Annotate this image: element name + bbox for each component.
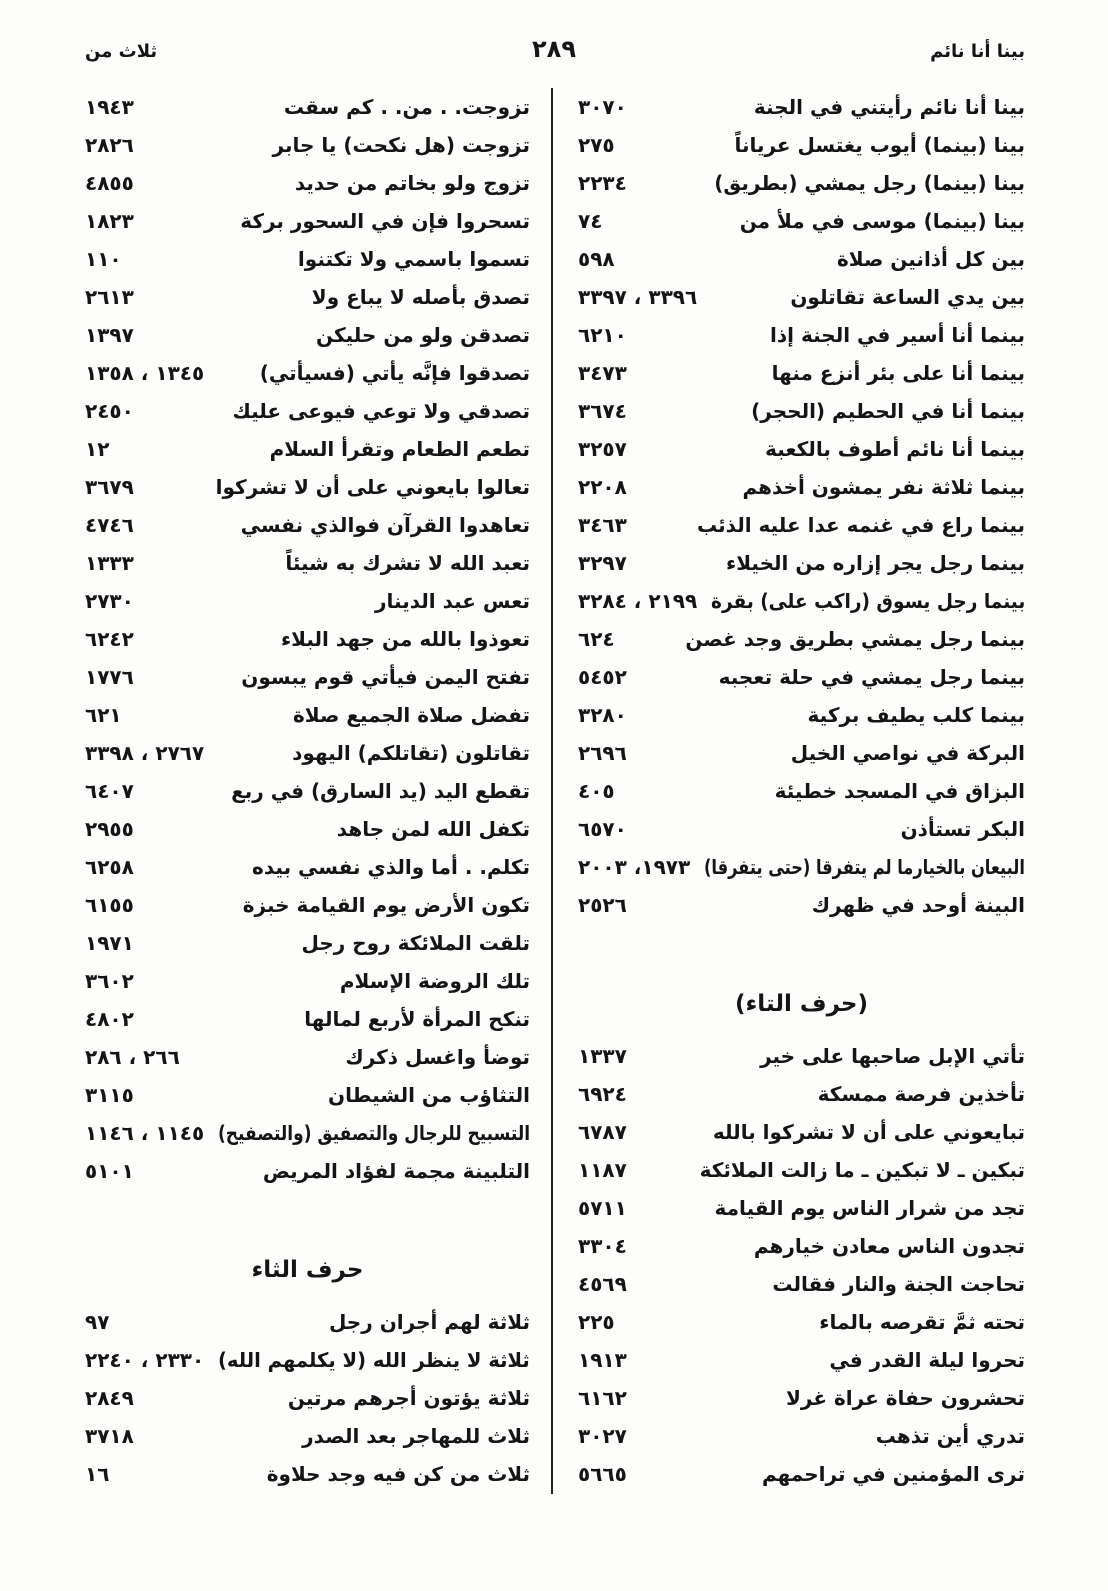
index-entry <box>85 278 530 316</box>
entry-text: تجدون الناس معادن خيارهم <box>753 1234 1025 1258</box>
entry-refs: ٥١٠١ <box>85 1159 134 1183</box>
entry-refs: ١٣٤٥ ، ١٣٥٨ <box>85 361 205 385</box>
entry-text: تطعم الطعام وتقرأ السلام <box>269 437 530 461</box>
entry-text: تبكين ـ لا تبكين ـ ما زالت الملائكة <box>699 1158 1025 1182</box>
entry-text: تفضل صلاة الجميع صلاة <box>292 703 530 727</box>
entry-refs: ٢١٩٩ ، ٣٢٨٤ <box>578 589 698 613</box>
entry-refs: ٦٥٧٠ <box>578 817 627 841</box>
entry-refs: ٣٢٩٧ <box>578 551 627 575</box>
entry-refs: ٣٦٧٤ <box>578 399 627 423</box>
entry-refs: ٢٦٦ ، ٢٨٦ <box>85 1045 180 1069</box>
index-entry <box>578 506 1025 544</box>
entry-text: بينما رجل يجر إزاره من الخيلاء <box>726 551 1025 575</box>
entry-refs: ٤٠٥ <box>578 779 615 803</box>
entry-text: تزوج ولو بخاتم من حديد <box>294 171 530 195</box>
entry-text: تحروا ليلة القدر في <box>829 1348 1025 1372</box>
index-entry <box>578 696 1025 734</box>
entry-text: تكلم. . أما والذي نفسي بيده <box>252 855 530 879</box>
index-entry <box>85 1417 530 1455</box>
index-entry <box>85 962 530 1000</box>
entry-text: تأخذين فرصة ممسكة <box>817 1082 1025 1106</box>
entry-text: البركة في نواصي الخيل <box>790 741 1025 765</box>
index-entry <box>85 164 530 202</box>
index-entry <box>85 1038 530 1076</box>
entry-text: تحاجت الجنة والنار فقالت <box>772 1272 1025 1296</box>
index-entry <box>578 88 1025 126</box>
entry-text: بين كل أذانين صلاة <box>836 247 1025 271</box>
entry-text: ثلاث للمهاجر بعد الصدر <box>302 1424 530 1448</box>
entry-refs: ٢٦٩٦ <box>578 741 627 765</box>
entry-refs: ٢٥٢٦ <box>578 893 627 917</box>
entry-refs: ٢٢٥ <box>578 1310 615 1334</box>
entry-refs: ٦٢١٠ <box>578 323 627 347</box>
index-entry <box>578 392 1025 430</box>
index-entry <box>85 772 530 810</box>
section-heading: (حرف التاء) <box>735 991 868 1017</box>
index-entry <box>578 772 1025 810</box>
entry-text: تعس عبد الدينار <box>375 589 530 613</box>
index-entry <box>578 430 1025 468</box>
entry-text: تسموا باسمي ولا تكتنوا <box>297 247 530 271</box>
entry-text: تعالوا بايعوني على أن لا تشركوا <box>215 475 530 499</box>
entry-text: تأتي الإبل صاحبها على خير <box>760 1044 1025 1068</box>
entry-refs: ٦٢١ <box>85 703 122 727</box>
entry-refs: ٦٧٨٧ <box>578 1120 627 1144</box>
entry-refs: ١٦ <box>85 1462 110 1486</box>
running-head-right: بينا أنا نائم <box>930 41 1025 62</box>
index-entry <box>85 924 530 962</box>
entry-refs: ٢٧٦٧ ، ٣٣٩٨ <box>85 741 205 765</box>
entry-text: التلبينة مجمة لفؤاد المريض <box>262 1159 530 1183</box>
running-head-left: ثلاث من <box>85 41 158 62</box>
entry-refs: ٢٢٣٤ <box>578 171 627 195</box>
entry-refs: ١٩٤٣ <box>85 95 134 119</box>
entry-refs: ١٧٧٦ <box>85 665 134 689</box>
entry-refs: ٥٧١١ <box>578 1196 627 1220</box>
index-entry <box>578 658 1025 696</box>
index-entry <box>85 810 530 848</box>
index-entry <box>578 886 1025 924</box>
index-entry <box>85 202 530 240</box>
index-entry <box>85 658 530 696</box>
entry-refs: ٢٧٥ <box>578 133 615 157</box>
index-entry <box>85 1341 530 1379</box>
entry-refs: ٤٧٤٦ <box>85 513 134 537</box>
index-entry <box>85 1000 530 1038</box>
entry-text: بينما رجل يمشي في حلة تعجبه <box>718 665 1025 689</box>
entry-text: بينا (بينما) أيوب يغتسل عرياناً <box>734 133 1025 157</box>
entry-text: بينما أنا في الحطيم (الحجر) <box>751 399 1025 423</box>
entry-refs: ٢٧٣٠ <box>85 589 134 613</box>
index-entry <box>578 1303 1025 1341</box>
entry-text: تلقت الملائكة روح رجل <box>301 931 530 955</box>
entry-refs: ٣٧١٨ <box>85 1424 134 1448</box>
index-entry <box>85 696 530 734</box>
entry-text: تزوجت. . من. . كم سقت <box>283 95 530 119</box>
entry-refs: ١٣٣٧ <box>578 1044 627 1068</box>
entry-refs: ١٢ <box>85 437 110 461</box>
index-entry <box>85 582 530 620</box>
entry-text: تسحروا فإن في السحور بركة <box>240 209 530 233</box>
entry-refs: ٢٨٢٦ <box>85 133 134 157</box>
entry-text: تصدقن ولو من حليكن <box>316 323 530 347</box>
index-entry <box>578 278 1025 316</box>
entry-text: تلك الروضة الإسلام <box>339 969 530 993</box>
index-entry <box>578 316 1025 354</box>
entry-text: بين يدي الساعة تقاتلون <box>790 285 1025 309</box>
index-column-left <box>85 88 530 1493</box>
entry-refs: ٣١١٥ <box>85 1083 134 1107</box>
entry-text: التسبيح للرجال والتصفيق (والتصفيح) <box>217 1121 530 1145</box>
entry-refs: ٤٨٥٥ <box>85 171 134 195</box>
entry-text: تعبد الله لا تشرك به شيئاً <box>285 551 530 575</box>
entry-refs: ٦٩٢٤ <box>578 1082 627 1106</box>
entry-refs: ٢٣٣٠ ، ٢٢٤٠ <box>85 1348 205 1372</box>
index-entry <box>85 886 530 924</box>
entry-refs: ١١٨٧ <box>578 1158 627 1182</box>
entry-refs: ٣٦٠٢ <box>85 969 134 993</box>
index-entry <box>578 1379 1025 1417</box>
index-entry <box>85 354 530 392</box>
index-entry <box>578 1113 1025 1151</box>
entry-text: بينما راع في غنمه عدا عليه الذئب <box>696 513 1025 537</box>
entry-text: بينا (بينما) رجل يمشي (بطريق) <box>714 171 1025 195</box>
index-entry <box>578 1417 1025 1455</box>
entry-text: تبايعوني على أن لا تشركوا بالله <box>712 1120 1025 1144</box>
entry-text: تصدقي ولا توعي فيوعى عليك <box>232 399 530 423</box>
entry-refs: ٢٦١٣ <box>85 285 134 309</box>
index-entry <box>578 810 1025 848</box>
entry-refs: ٦٢٥٨ <box>85 855 134 879</box>
index-entry <box>578 734 1025 772</box>
index-entry <box>85 430 530 468</box>
entry-refs: ٣٦٧٩ <box>85 475 134 499</box>
entry-refs: ٧٤ <box>578 209 603 233</box>
entry-refs: ١٨٢٣ <box>85 209 134 233</box>
index-entry <box>578 848 1025 886</box>
index-entry <box>85 620 530 658</box>
index-entry <box>85 544 530 582</box>
entry-text: بينما رجل يمشي بطريق وجد غصن <box>685 627 1025 651</box>
entry-text: تقاتلون (تقاتلكم) اليهود <box>292 741 530 765</box>
index-entry <box>578 126 1025 164</box>
entry-text: بينما أنا نائم أطوف بالكعبة <box>765 437 1025 461</box>
entry-refs: ٦٤٠٧ <box>85 779 134 803</box>
entry-refs: ١٩١٣ <box>578 1348 627 1372</box>
entry-text: بينما رجل يسوق (راكب على) بقرة <box>710 589 1025 613</box>
index-entry <box>85 1152 530 1190</box>
index-entry <box>578 544 1025 582</box>
entry-text: تحته ثمَّ تقرصه بالماء <box>819 1310 1025 1334</box>
entry-refs: ٣٢٨٠ <box>578 703 627 727</box>
entry-refs: ٣٤٧٣ <box>578 361 627 385</box>
index-entry <box>578 240 1025 278</box>
entry-refs: ٢٨٤٩ <box>85 1386 134 1410</box>
entry-refs: ٣٤٦٣ <box>578 513 627 537</box>
entry-refs: ٦١٥٥ <box>85 893 134 917</box>
index-entry <box>85 1303 530 1341</box>
entry-refs: ٦١٦٢ <box>578 1386 627 1410</box>
index-entry <box>578 1265 1025 1303</box>
index-entry <box>85 1076 530 1114</box>
entry-text: تنكح المرأة لأربع لمالها <box>304 1007 530 1031</box>
entry-text: تجد من شرار الناس يوم القيامة <box>714 1196 1025 1220</box>
index-entry <box>578 1151 1025 1189</box>
page-number: ٢٨٩ <box>532 35 576 63</box>
entry-text: بينا (بينما) موسى في ملأ من <box>739 209 1025 233</box>
entry-text: تكون الأرض يوم القيامة خبزة <box>242 893 530 917</box>
index-entry <box>85 734 530 772</box>
entry-text: ثلاث من كن فيه وجد حلاوة <box>266 1462 530 1486</box>
entry-refs: ٣٣٩٦ ، ٣٣٩٧ <box>578 285 698 309</box>
index-entry <box>578 1075 1025 1113</box>
index-entry <box>85 468 530 506</box>
index-entry <box>578 1037 1025 1075</box>
entry-text: البزاق في المسجد خطيئة <box>774 779 1025 803</box>
index-entry <box>85 1379 530 1417</box>
index-entry <box>85 126 530 164</box>
index-entry <box>578 1455 1025 1493</box>
entry-text: بينما ثلاثة نفر يمشون أخذهم <box>742 475 1025 499</box>
entry-text: تعوذوا بالله من جهد البلاء <box>280 627 530 651</box>
index-entry <box>578 468 1025 506</box>
index-entry <box>578 1189 1025 1227</box>
index-entry <box>578 202 1025 240</box>
entry-text: البكر تستأذن <box>900 817 1025 841</box>
index-entry <box>85 316 530 354</box>
entry-text: تزوجت (هل نكحت) يا جابر <box>272 133 530 157</box>
entry-text: بينما كلب يطيف بركية <box>807 703 1025 727</box>
entry-refs: ٤٥٦٩ <box>578 1272 627 1296</box>
entry-text: تعاهدوا القرآن فوالذي نفسي <box>240 513 530 537</box>
entry-text: تصدق بأصله لا يباع ولا <box>311 285 530 309</box>
index-entry <box>85 88 530 126</box>
entry-text: تدري أين تذهب <box>875 1424 1025 1448</box>
entry-text: تفتح اليمن فيأتي قوم يبسون <box>241 665 530 689</box>
index-entry <box>578 354 1025 392</box>
entry-refs: ٩٧ <box>85 1310 110 1334</box>
entry-refs: ٣٠٧٠ <box>578 95 627 119</box>
entry-refs: ٣٢٥٧ <box>578 437 627 461</box>
entry-text: ثلاثة يؤتون أجرهم مرتين <box>287 1386 530 1410</box>
entry-text: البينة أوحد في ظهرك <box>811 893 1025 917</box>
entry-text: تقطع اليد (يد السارق) في ربع <box>231 779 530 803</box>
entry-refs: ١١٤٥ ، ١١٤٦ <box>85 1121 205 1145</box>
entry-refs: ٥٩٨ <box>578 247 615 271</box>
entry-text: بينما أنا أسير في الجنة إذا <box>770 323 1025 347</box>
entry-refs: ٢٤٥٠ <box>85 399 134 423</box>
section-heading: حرف الثاء <box>251 1257 364 1283</box>
entry-refs: ١٣٩٧ <box>85 323 134 347</box>
entry-refs: ٢٢٠٨ <box>578 475 627 499</box>
entry-text: تصدقوا فإنَّه يأتي (فسيأتي) <box>259 361 530 385</box>
index-entry <box>85 240 530 278</box>
entry-refs: ١٩٧٣، ٢٠٠٣ <box>578 855 691 879</box>
index-entry <box>578 1227 1025 1265</box>
index-entry <box>578 620 1025 658</box>
entry-refs: ٦٢٤ <box>578 627 615 651</box>
index-entry <box>578 1341 1025 1379</box>
entry-refs: ١٣٣٣ <box>85 551 134 575</box>
entry-refs: ٤٨٠٢ <box>85 1007 134 1031</box>
entry-text: تكفل الله لمن جاهد <box>336 817 530 841</box>
entry-text: تحشرون حفاة عراة غرلا <box>786 1386 1025 1410</box>
index-entry <box>578 582 1025 620</box>
index-entry <box>85 392 530 430</box>
entry-refs: ٦٢٤٢ <box>85 627 134 651</box>
entry-text: ثلاثة لهم أجران رجل <box>328 1310 530 1334</box>
entry-text: بينا أنا نائم رأيتني في الجنة <box>753 95 1025 119</box>
column-divider <box>551 88 553 1494</box>
index-entry <box>85 1114 530 1152</box>
entry-refs: ٣٠٢٧ <box>578 1424 627 1448</box>
entry-text: توضأ واغسل ذكرك <box>345 1045 530 1069</box>
entry-refs: ١١٠ <box>85 247 122 271</box>
index-entry <box>85 848 530 886</box>
entry-text: ترى المؤمنين في تراحمهم <box>761 1462 1025 1486</box>
index-entry <box>85 506 530 544</box>
entry-text: ثلاثة لا ينظر الله (لا يكلمهم الله) <box>218 1348 530 1372</box>
entry-refs: ٣٣٠٤ <box>578 1234 627 1258</box>
entry-refs: ٥٤٥٢ <box>578 665 627 689</box>
entry-refs: ٢٩٥٥ <box>85 817 134 841</box>
entry-text: التثاؤب من الشيطان <box>328 1083 530 1107</box>
index-column-right <box>578 88 1025 1493</box>
entry-text: بينما أنا على بئر أنزع منها <box>771 361 1025 385</box>
index-entry <box>85 1455 530 1493</box>
entry-refs: ٥٦٦٥ <box>578 1462 627 1486</box>
index-entry <box>578 164 1025 202</box>
entry-refs: ١٩٧١ <box>85 931 134 955</box>
entry-text: البيعان بالخيارما لم يتفرقا (حتى يتفرقا) <box>704 855 1025 879</box>
